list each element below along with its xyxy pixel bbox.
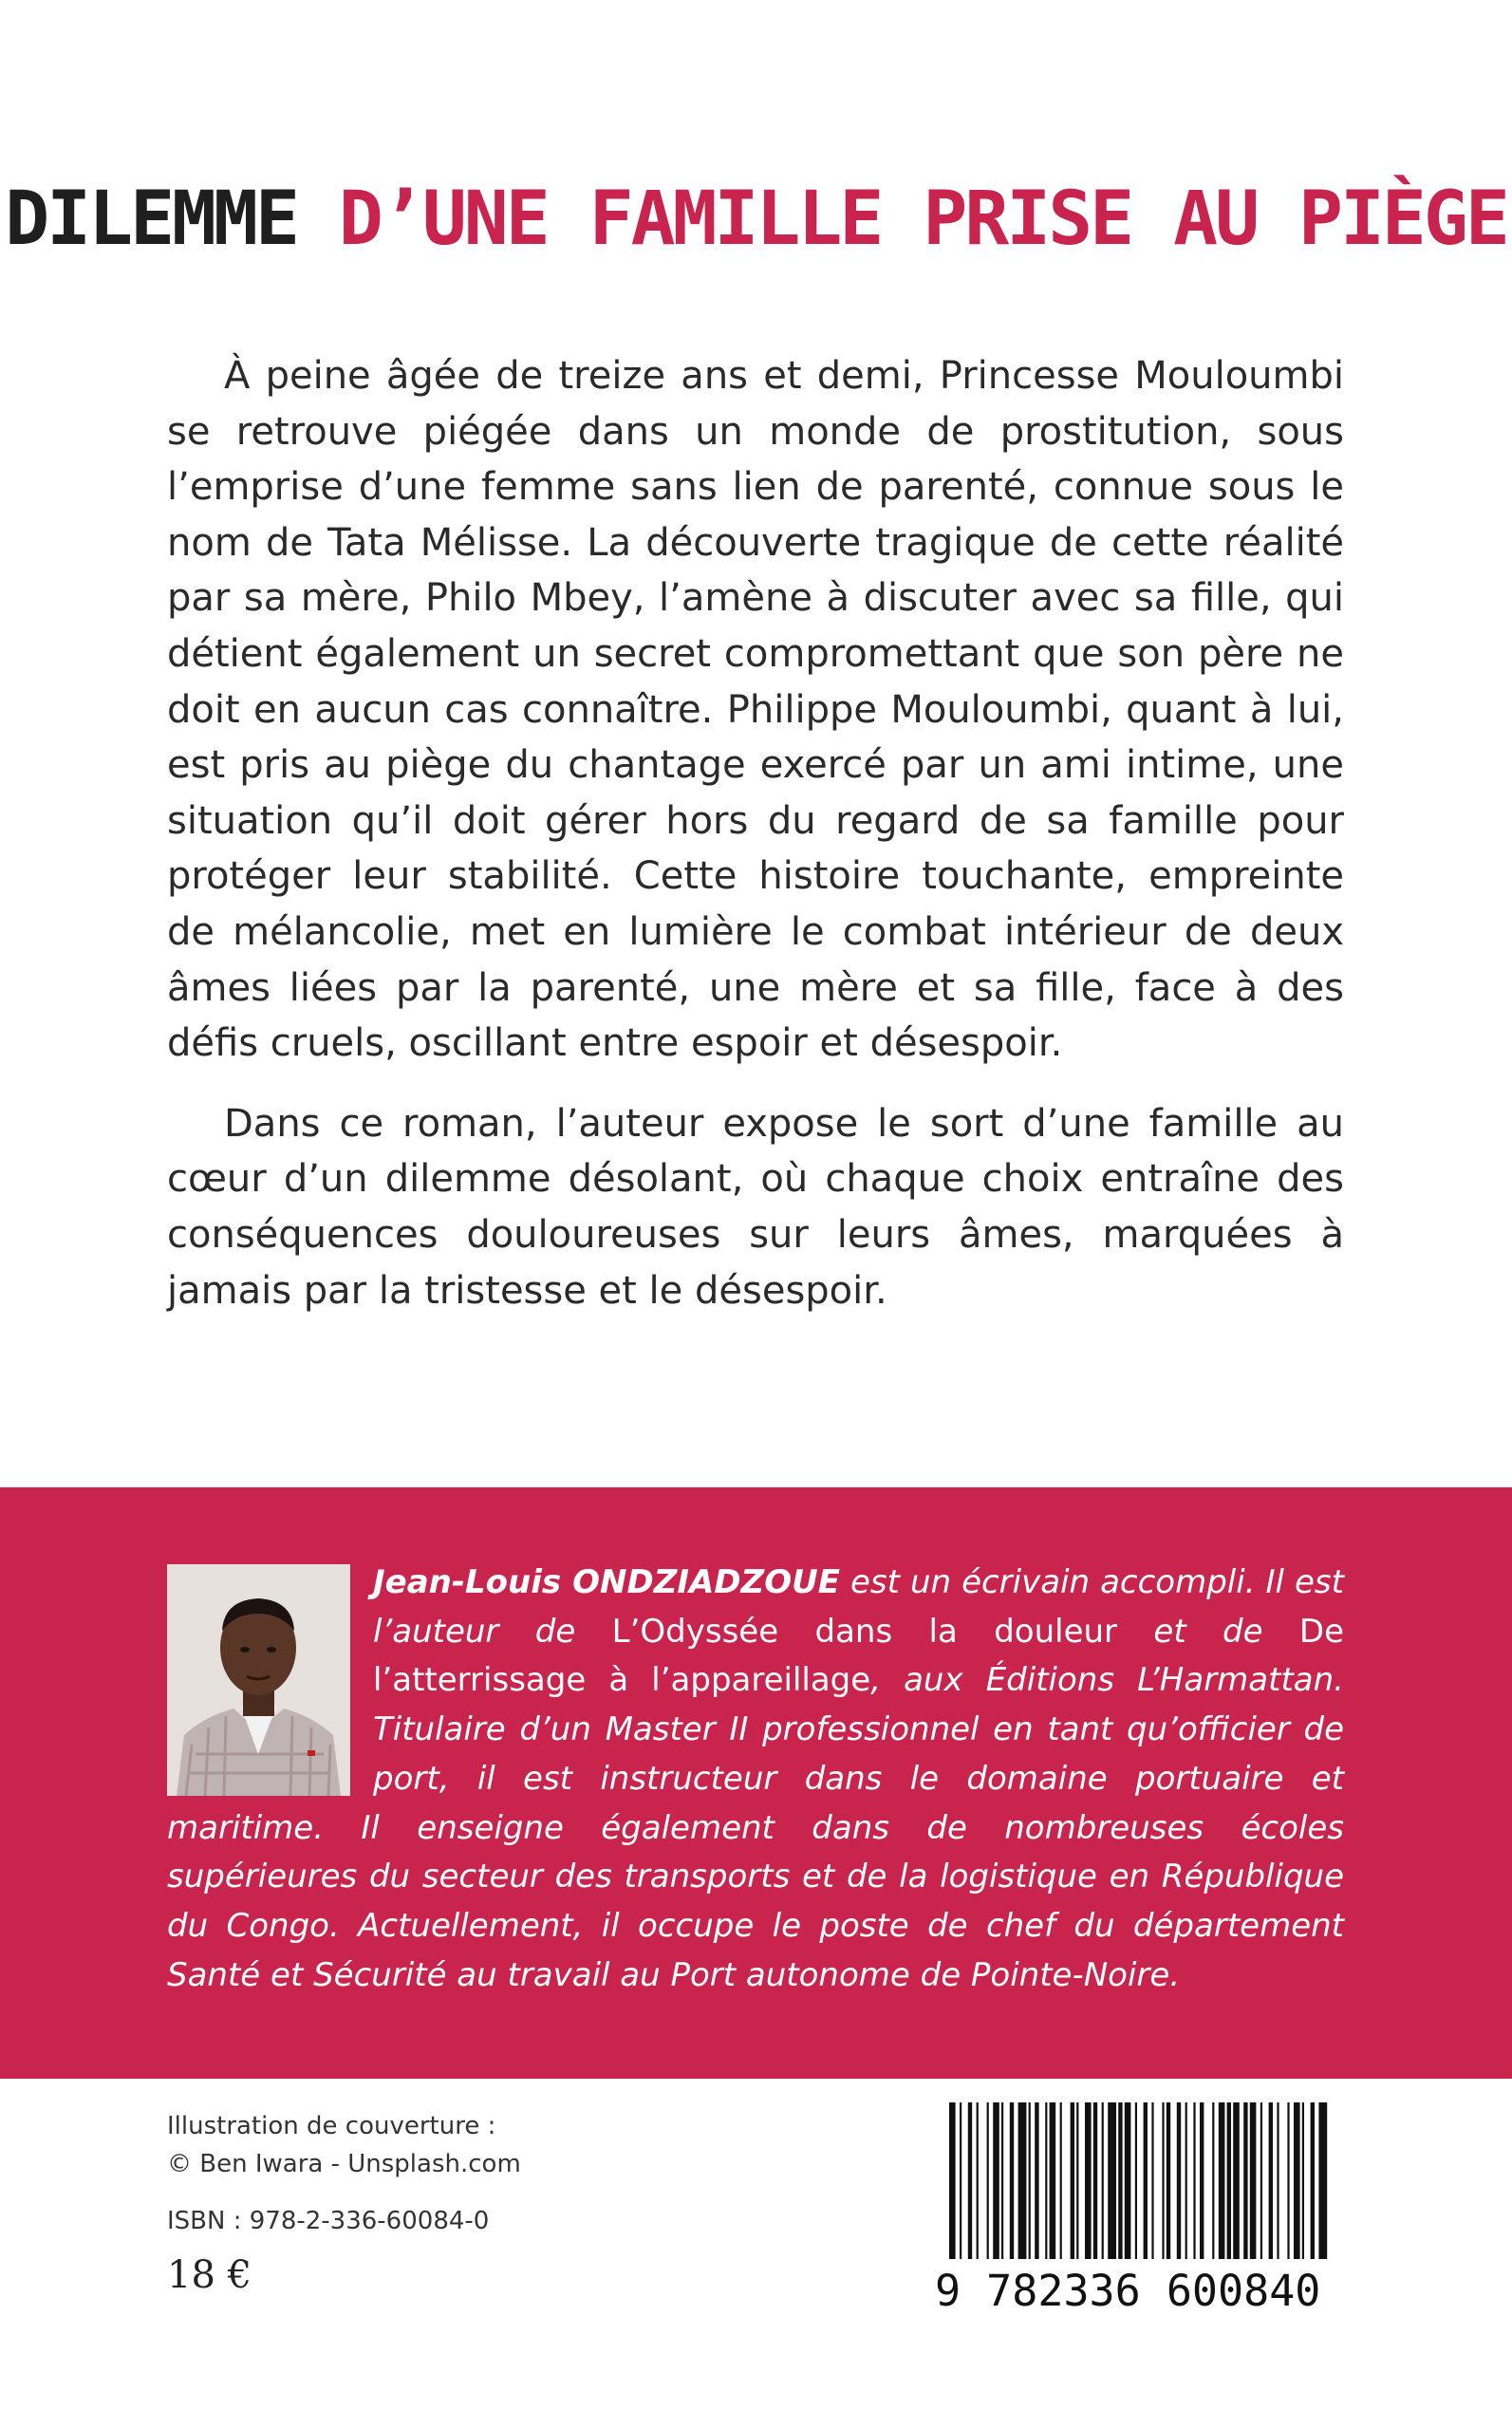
book-title-2: De l’atterrissage à l’appareillage xyxy=(373,1612,1344,1700)
barcode-bar xyxy=(1277,2102,1279,2259)
barcode-bar xyxy=(1108,2102,1116,2259)
barcode-bar xyxy=(1302,2102,1304,2259)
barcode-bar xyxy=(968,2102,972,2259)
barcode-bar xyxy=(1260,2102,1262,2259)
barcode-bar xyxy=(1071,2102,1074,2259)
barcode-bar xyxy=(1318,2102,1327,2259)
barcode-bar xyxy=(1200,2102,1204,2259)
barcode-bar xyxy=(1050,2102,1056,2259)
barcode-bar xyxy=(1010,2102,1014,2259)
price: 18 € xyxy=(167,2253,252,2297)
barcode-bar xyxy=(1144,2102,1148,2259)
blurb-paragraph-1: À peine âgée de treize ans et demi, Princesse Mouloumbi se retrouve piégée dans un monde de prostitution, sous l’emprise d’une femme sans lien de parenté, connue sous le nom de Tata Mélisse. La découverte tragique de cette réalité par sa mère, Philo Mbey, l’amène à discuter avec sa fille, qui détient également un secret compromettant que son père ne doit en aucun cas connaître. Philippe Mouloumbi, quant à lui, est pris au piège du chantage exercé par un ami intime, une situation qu’il doit gérer hors du regard de sa famille pour protéger leur stabilité. Cette histoire touchante, empreinte de mélancolie, met en lumière le combat intérieur de deux âmes liées par la parenté, une mère et sa fille, face à des défis cruels, oscillant entre espoir et désespoir. xyxy=(167,354,1344,1066)
barcode-bar xyxy=(1212,2102,1214,2259)
barcode-bar xyxy=(1085,2102,1092,2259)
isbn: ISBN : 978-2-336-60084-0 xyxy=(167,2207,490,2235)
barcode-bar xyxy=(977,2102,979,2259)
barcode-bar xyxy=(1167,2102,1170,2259)
barcode-bar xyxy=(1219,2102,1225,2259)
barcode-bar xyxy=(987,2102,989,2259)
barcode-bar xyxy=(1193,2102,1195,2259)
barcode-bar xyxy=(1076,2102,1078,2259)
bio-text-a: est un écrivain accompli. Il est l’auteur de xyxy=(373,1563,1344,1651)
barcode-bar xyxy=(1118,2102,1122,2259)
barcode-bar xyxy=(1029,2102,1031,2259)
barcode-bar xyxy=(1125,2102,1131,2259)
barcode-bar xyxy=(1177,2102,1181,2259)
barcode-bar xyxy=(1294,2102,1300,2259)
bio-text-b: et de xyxy=(1117,1612,1299,1651)
blurb-paragraph-2: Dans ce roman, l’auteur expose le sort d’une famille au cœur d’un dilemme désolant, où chaque choix entraîne des conséquences douloureuses sur leurs âmes, marquées à jamais par la tristesse et le désespoir. xyxy=(167,1101,1344,1313)
barcode-bar xyxy=(1102,2102,1104,2259)
barcode-bar xyxy=(960,2102,961,2259)
barcode-bar xyxy=(1287,2102,1289,2259)
book-title-1: L’Odyssée dans la douleur xyxy=(611,1612,1118,1651)
barcode-bar xyxy=(1269,2102,1273,2259)
barcode-bar xyxy=(1162,2102,1164,2259)
credit-line-1: Illustration de couverture : xyxy=(167,2112,496,2140)
barcode-bar xyxy=(1060,2102,1062,2259)
title-part-1: DILEMME xyxy=(5,177,297,263)
photo-spacer xyxy=(167,1559,373,1796)
barcode-bar xyxy=(1227,2102,1231,2259)
credit-line-2: © Ben Iwara - Unsplash.com xyxy=(167,2150,521,2178)
barcode-bar xyxy=(993,2102,999,2259)
author-bio xyxy=(167,1559,1344,2000)
barcode-bar xyxy=(1093,2102,1097,2259)
cover-credit xyxy=(167,2107,521,2183)
barcode-bar xyxy=(1311,2102,1315,2259)
barcode-bar xyxy=(1151,2102,1153,2259)
author-name: Jean-Louis ONDZIADZOUE xyxy=(373,1563,840,1601)
barcode-bar xyxy=(1135,2102,1137,2259)
blurb xyxy=(167,348,1344,1318)
barcode-bar xyxy=(1045,2102,1047,2259)
barcode-digits: 9 782336 600840 xyxy=(935,2266,1321,2316)
barcode-bar xyxy=(1001,2102,1003,2259)
barcode-bar xyxy=(1233,2102,1240,2259)
book-title xyxy=(0,177,1512,263)
bio-text-c: , aux Éditions L’Harmattan. Titulaire d’un Master II professionnel en tant qu’officier de port, il est instructeur dans le domaine portuaire et maritime. Il enseigne également dans de nombreuses écoles supérieures du secteur des transports et de la logistique en République du Congo. Actuellement, il occupe le poste de chef du département Santé et Sécurité au travail au Port autonome de Pointe-Noire. xyxy=(167,1661,1344,1994)
barcode-bar xyxy=(1250,2102,1257,2259)
barcode-bar xyxy=(1035,2102,1038,2259)
barcode-bar xyxy=(1185,2102,1187,2259)
barcode-bar xyxy=(949,2102,956,2259)
title-part-2: D’UNE FAMILLE PRISE AU PIÈGE xyxy=(338,177,1507,263)
barcode-bar xyxy=(1243,2102,1247,2259)
barcode-bar xyxy=(1018,2102,1027,2259)
